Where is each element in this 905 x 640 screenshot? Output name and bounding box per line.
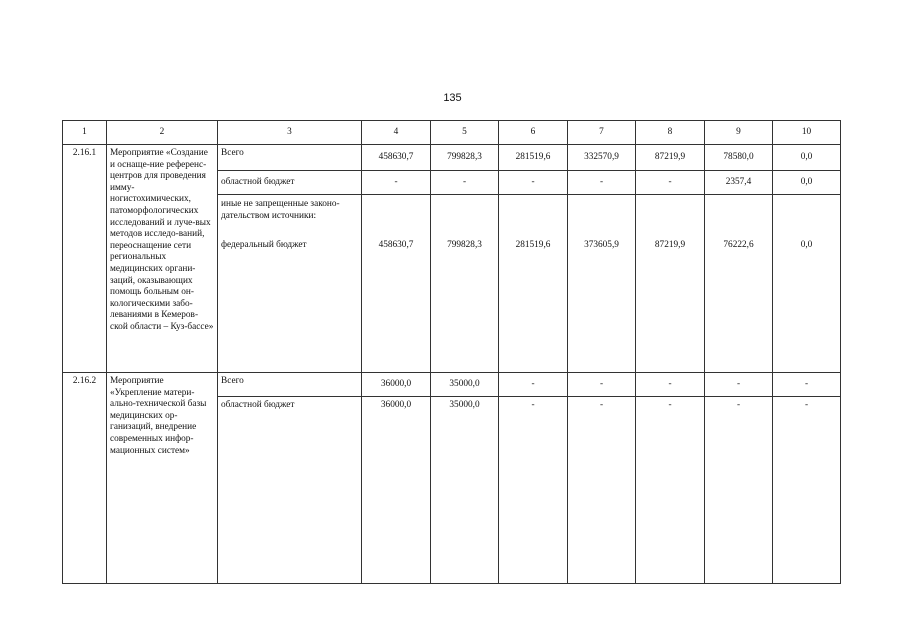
header-cell: 5	[431, 121, 499, 145]
value-cell	[705, 195, 773, 373]
table-row	[63, 145, 841, 171]
header-cell: 10	[773, 121, 841, 145]
value-cell: -	[636, 171, 705, 195]
value-text: 0,0	[800, 240, 813, 250]
row-code: 2.16.2	[63, 373, 107, 584]
header-cell: 6	[499, 121, 568, 145]
value-cell: -	[773, 397, 841, 584]
value-cell: -	[499, 171, 568, 195]
value-cell	[568, 195, 636, 373]
value-cell: -	[773, 373, 841, 397]
value-cell: -	[568, 171, 636, 195]
value-cell: -	[568, 373, 636, 397]
source-cell	[218, 195, 362, 373]
value-cell	[499, 195, 568, 373]
value-text: 87219,9	[654, 240, 686, 250]
value-cell: 281519,6	[499, 145, 568, 171]
value-cell: 36000,0	[362, 397, 431, 584]
source-note: иные не запрещенные законо-дательством источники:	[221, 199, 340, 221]
value-cell: -	[431, 171, 499, 195]
budget-table	[62, 120, 841, 584]
value-text: 458630,7	[378, 240, 414, 250]
header-cell: 2	[107, 121, 218, 145]
source-label: областной бюджет	[218, 397, 362, 584]
value-cell: 0,0	[773, 145, 841, 171]
value-text: 76222,6	[723, 240, 754, 250]
value-cell: 458630,7	[362, 145, 431, 171]
value-cell: -	[705, 373, 773, 397]
header-cell: 4	[362, 121, 431, 145]
value-cell: 35000,0	[431, 373, 499, 397]
page-number: 135	[443, 92, 462, 104]
source-label: областной бюджет	[218, 171, 362, 195]
row-code: 2.16.1	[63, 145, 107, 373]
value-cell: -	[636, 397, 705, 584]
table-row	[63, 373, 841, 397]
value-cell	[773, 195, 841, 373]
header-cell: 9	[705, 121, 773, 145]
value-cell: 35000,0	[431, 397, 499, 584]
value-cell: 332570,9	[568, 145, 636, 171]
value-text: 373605,9	[584, 240, 619, 250]
header-cell: 7	[568, 121, 636, 145]
row-description: Мероприятие «Укрепление матери-ально-технической базы медицинских ор-ганизаций, внедрение современных инфор-мационных систем»	[107, 373, 218, 584]
value-cell: -	[568, 397, 636, 584]
header-cell: 3	[218, 121, 362, 145]
value-cell: -	[636, 373, 705, 397]
value-cell: -	[705, 397, 773, 584]
value-cell: 799828,3	[431, 145, 499, 171]
table-header-row	[63, 121, 841, 145]
value-text: 281519,6	[515, 240, 551, 250]
value-cell: -	[362, 171, 431, 195]
source-label: Всего	[218, 145, 362, 171]
source-label: федеральный бюджет	[221, 240, 307, 250]
header-cell: 1	[63, 121, 107, 145]
source-label: Всего	[218, 373, 362, 397]
value-cell: -	[499, 397, 568, 584]
value-cell: 87219,9	[636, 145, 705, 171]
header-cell: 8	[636, 121, 705, 145]
value-cell: 0,0	[773, 171, 841, 195]
value-cell	[636, 195, 705, 373]
row-description: Мероприятие «Создание и оснаще-ние референс-центров для проведения имму-ногистохимических, патоморфологических исследований и луче-вых методов исследо-ваний, переоснащение сети региональных медицинских органи-заций, оказывающих помощь больным он-кологическими забо-леваниями в Кемеров-ской области – Куз-бассе»	[107, 145, 218, 373]
value-cell	[362, 195, 431, 373]
value-cell: 2357,4	[705, 171, 773, 195]
value-text: 799828,3	[447, 240, 482, 250]
value-cell: 36000,0	[362, 373, 431, 397]
value-cell: -	[499, 373, 568, 397]
value-cell: 78580,0	[705, 145, 773, 171]
value-cell	[431, 195, 499, 373]
